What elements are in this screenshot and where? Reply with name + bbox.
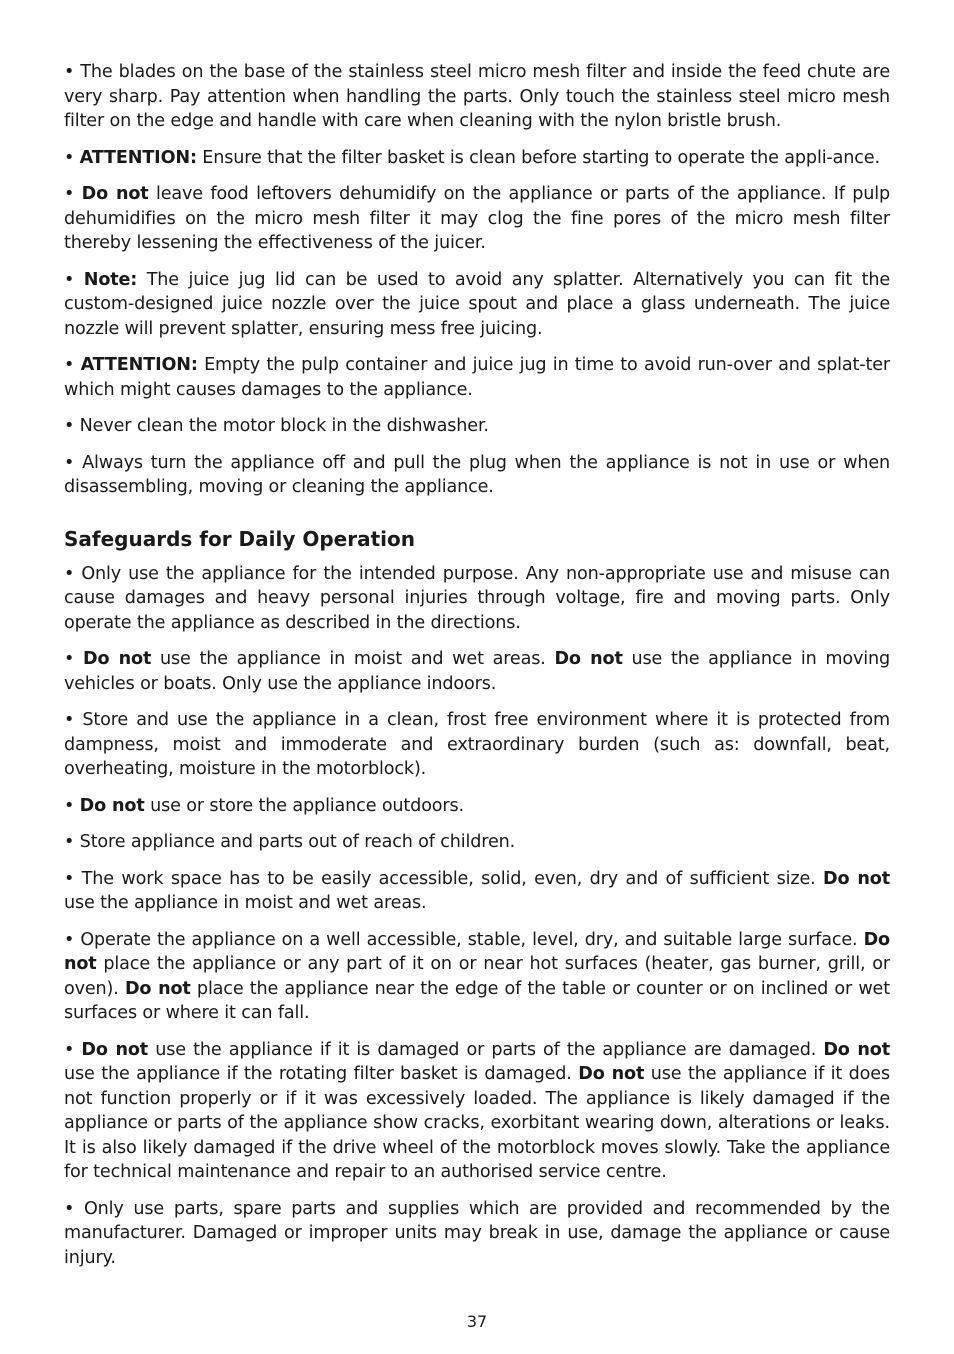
bullet-paragraph: [64, 1197, 890, 1271]
text-run: use the appliance if it does not function properly or if it was excessively loaded. The appliance is likely damaged if the appliance or parts of the appliance show cracks, exorbitant wearing down, alterations or leaks. It is also likely damaged if the drive wheel of the motorblock moves slowly. Take the appliance for technical maintenance and repair to an authorised service centre.: [64, 1064, 890, 1182]
text-run: Ensure that the filter basket is clean before starting to operate the appli-ance.: [196, 147, 880, 168]
bold-emphasis: Do not: [64, 929, 890, 974]
text-run: •: [64, 1039, 82, 1060]
section-cleaning-notes: [64, 60, 890, 500]
bold-emphasis: ATTENTION:: [80, 355, 198, 375]
bullet-paragraph: [64, 268, 890, 342]
text-run: •: [64, 355, 81, 375]
bullet-paragraph: [64, 414, 890, 439]
text-run: •: [64, 269, 84, 290]
text-run: •: [64, 795, 80, 816]
bullet-paragraph: [64, 1038, 890, 1185]
bullet-paragraph: [64, 647, 890, 696]
text-run: use the appliance if it is damaged or parts of the appliance are damaged.: [148, 1039, 824, 1060]
text-run: The juice jug lid can be used to avoid any splatter. Alternatively you can fit the custom-designed juice nozzle over the juice spout and place a glass underneath. The juice nozzle will prevent splatter, ensuring mess free juicing.: [64, 269, 891, 339]
text-run: use the appliance in moving vehicles or boats. Only use the appliance indoors.: [64, 649, 890, 694]
text-run: •: [64, 649, 83, 669]
text-run: use the appliance if the rotating filter basket is damaged.: [64, 1064, 579, 1084]
bullet-paragraph: [64, 146, 890, 171]
text-run: • Never clean the motor block in the dishwasher.: [64, 416, 489, 436]
text-run: • Store appliance and parts out of reach of children.: [64, 832, 516, 852]
text-run: Empty the pulp container and juice jug in time to avoid run-over and splat-ter which might causes damages to the appliance.: [64, 355, 890, 400]
bold-emphasis: Do not: [554, 649, 623, 669]
text-run: place the appliance or any part of it on or near hot surfaces (heater, gas burner, grill, or oven).: [64, 954, 890, 999]
section-heading: Safeguards for Daily Operation: [64, 526, 415, 551]
text-run: use the appliance in moist and wet areas.: [151, 649, 555, 669]
text-run: use the appliance in moist and wet areas.: [64, 893, 427, 913]
bold-emphasis: Do not: [124, 978, 191, 999]
bullet-paragraph: [64, 562, 890, 636]
text-run: use or store the appliance outdoors.: [144, 795, 464, 816]
bullet-paragraph: [64, 353, 890, 402]
text-run: • The blades on the base of the stainless steel micro mesh filter and inside the feed chute are very sharp. Pay attention when handling the parts. Only touch the stainless steel micro mesh filter on the edge and handle with care when cleaning with the nylon bristle brush.: [64, 62, 890, 131]
bold-emphasis: Do not: [578, 1064, 645, 1084]
bold-emphasis: Do not: [823, 868, 890, 889]
bold-emphasis: Do not: [81, 184, 149, 204]
text-run: •: [64, 147, 80, 168]
page-number: 37: [466, 1312, 488, 1331]
bullet-paragraph: [64, 708, 890, 782]
bold-emphasis: Do not: [83, 649, 152, 669]
bullet-paragraph: [64, 794, 890, 819]
text-run: • Only use parts, spare parts and supplies which are provided and recommended by the manufacturer. Damaged or improper units may break in use, damage the appliance or cause injury.: [64, 1198, 890, 1268]
bullet-paragraph: [64, 830, 890, 855]
bold-emphasis: Do not: [81, 1039, 149, 1060]
bullet-paragraph: [64, 182, 890, 256]
bold-emphasis: Do not: [823, 1039, 890, 1060]
bold-emphasis: ATTENTION:: [79, 147, 197, 168]
text-run: • Store and use the appliance in a clean, frost free environment where it is protected from dampness, moist and immoderate and extraordinary burden (such as: downfall, beat, overheating, moisture in the motorblock).: [64, 710, 890, 779]
text-run: • Only use the appliance for the intended purpose. Any non-appropriate use and misuse can cause damages and heavy personal injuries through voltage, fire and moving parts. Only operate the appliance as described in the directions.: [64, 563, 890, 633]
bold-emphasis: Do not: [79, 795, 145, 816]
text-run: • Always turn the appliance off and pull the plug when the appliance is not in use or when disassembling, moving or cleaning the appliance.: [64, 452, 890, 497]
page-content: [64, 60, 890, 1282]
text-run: place the appliance near the edge of the table or counter or on inclined or wet surfaces or where it can fall.: [64, 978, 890, 1023]
bullet-paragraph: [64, 60, 890, 134]
text-run: • The work space has to be easily accessible, solid, even, dry and of sufficient size.: [64, 868, 824, 889]
bullet-paragraph: [64, 867, 890, 916]
text-run: leave food leftovers dehumidify on the appliance or parts of the appliance. If pulp dehumidifies on the micro mesh filter it may clog the fine pores of the micro mesh filter thereby lessening the effectiveness of the juicer.: [64, 184, 890, 253]
bullet-paragraph: [64, 451, 890, 500]
bullet-paragraph: [64, 928, 890, 1026]
text-run: • Operate the appliance on a well accessible, stable, level, dry, and suitable large surface.: [64, 929, 864, 950]
bold-emphasis: Note:: [83, 269, 138, 290]
section-daily-operation: [64, 562, 890, 1271]
text-run: •: [64, 184, 82, 204]
